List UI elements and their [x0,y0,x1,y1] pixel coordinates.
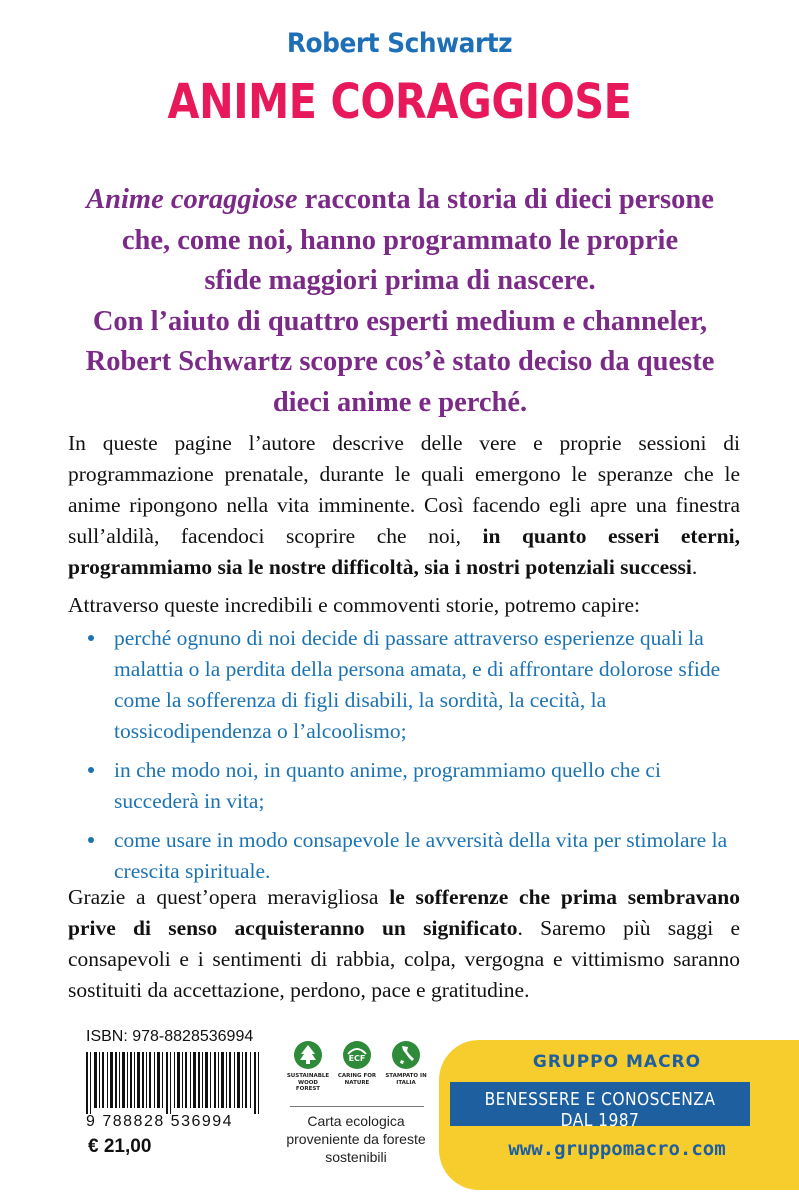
author-name: Robert Schwartz [286,28,513,59]
certification-sustainable-forest [286,1040,330,1093]
intro-title-italic: Anime coraggiose [86,184,298,215]
intro-block [60,180,740,423]
book-title: ANIME CORAGGIOSE [167,74,632,130]
ecf-badge-text: ECF [348,1054,366,1063]
list-item-text: in che modo noi, in quanto anime, programmiamo quello che ci succederà in vita; [114,758,661,813]
tree-icon [293,1040,323,1070]
intro-line-1-rest: racconta la storia di dieci persone [297,184,714,215]
list-intro-paragraph: Attraverso queste incredibili e commoventi storie, potremo capire: [68,593,640,617]
paragraph-text: Grazie a quest’opera meravigliosa [68,885,390,909]
italy-map-icon [391,1040,421,1070]
intro-line-1 [60,180,740,221]
paragraph-text: In queste pagine l’autore descrive delle vere e proprie sessioni di programmazione prenatale, durante le quali emergono le speranze che le anime ripongono nella vita imminente. Così facendo egli apre una finestra sull’aldilà, facendoci scoprire che noi, [68,431,740,548]
eco-paper-caption: Carta ecologica proveniente da foreste sostenibili [286,1113,426,1165]
list-item [88,755,748,817]
intro-line-6: dieci anime e perché. [272,386,528,418]
intro-line-4: Con l’aiuto di quattro esperti medium e channeler, [92,305,708,337]
publisher-name: GRUPPO MACRO [532,1052,702,1072]
certification-label: CARING FOR NATURE [337,1073,377,1086]
barcode-icon [86,1052,260,1114]
list-item-text: come usare in modo consapevole le avversità della vita per stimolare la crescita spirituale. [114,828,728,883]
paragraph-text-end: . Saremo più saggi e consapevoli e i sentimenti di rabbia, colpa, vergogna e vittimismo saranno sostituiti da accettazione, perdono, pace e gratitudine. [68,916,740,1002]
list-item [88,825,748,887]
intro-line-5: Robert Schwartz scopre cos’è stato deciso da queste [85,346,715,377]
list-item-text: perché ognuno di noi decide di passare attraverso esperienze quali la malattia o la perdita della persona amata, e di affrontare dolorose sfide come la sofferenza di figli disabili, la sordità, la cecità, la tossicodipendenza o l’alcoolismo; [114,626,721,743]
barcode-digits: 9 788828 536994 [86,1113,234,1130]
publisher-slogan: BENESSERE E CONOSCENZA DAL 1987 [484,1089,716,1131]
price: € 21,00 [88,1136,152,1157]
isbn-label: ISBN: 978-8828536994 [86,1028,254,1045]
paragraph-text-end: . [691,555,698,579]
certification-italy [384,1040,428,1086]
bullet-icon [88,767,94,773]
list-item [88,623,748,747]
bullet-icon [88,635,94,641]
bullet-icon [88,837,94,843]
certification-label: STAMPATO IN ITALIA [385,1073,427,1086]
bullet-list [88,623,748,895]
intro-line-2: che, come noi, hanno programmato le proprie [121,224,679,256]
publisher-url[interactable]: www.gruppomacro.com [508,1138,726,1160]
certification-label: SUSTAINABLE WOOD FOREST [286,1073,330,1092]
paragraph-bold: in quanto esseri eterni, programmiamo sia le nostre difficoltà, sia i nostri potenziali successi [68,524,740,579]
certification-divider [290,1106,424,1107]
paragraph-bold: le sofferenze che prima sembravano prive di senso acquisteranno un significato [68,885,741,940]
certification-ecf [335,1040,379,1086]
certification-row [286,1040,428,1100]
description-paragraph [68,428,740,583]
closing-paragraph [68,882,740,1006]
ecf-icon [342,1040,372,1070]
intro-line-3: sfide maggiori prima di nascere. [204,265,596,296]
